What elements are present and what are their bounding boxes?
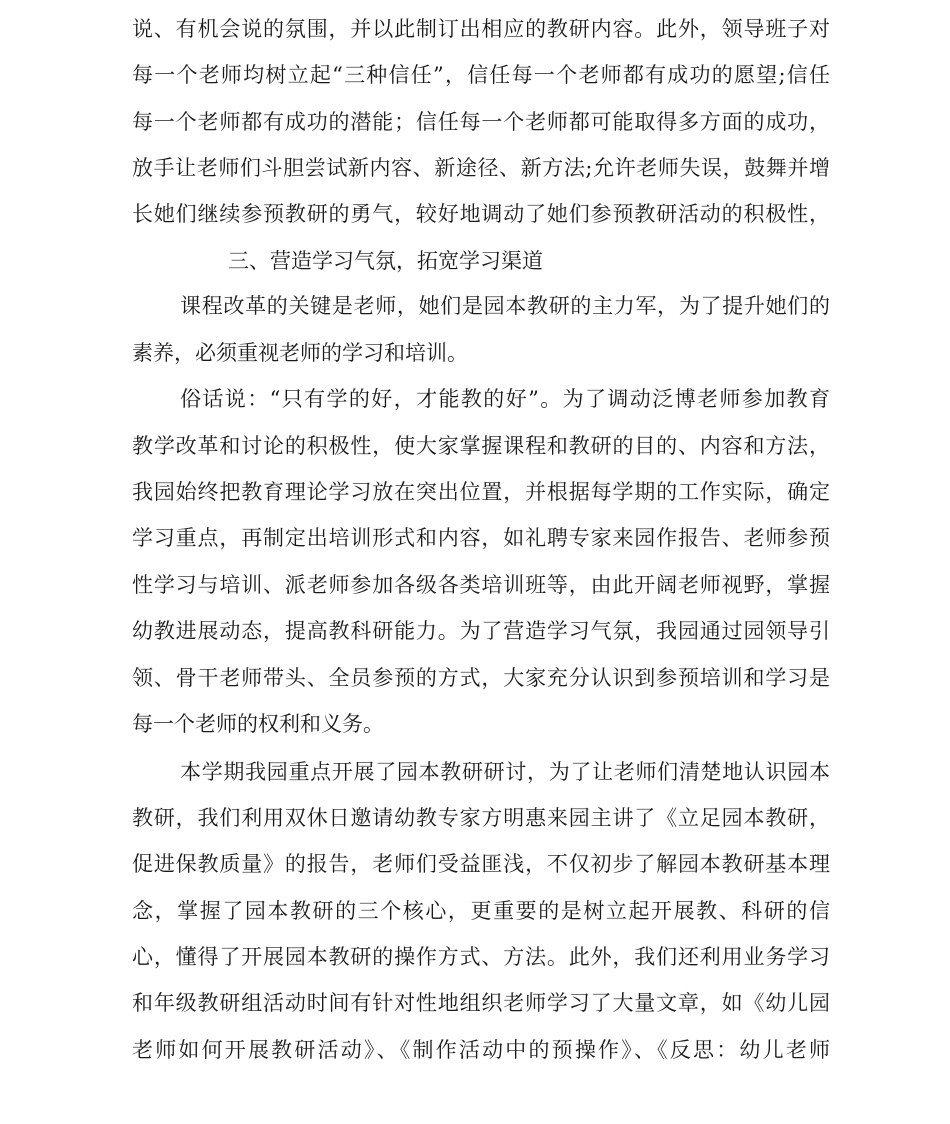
text-line: 长她们继续参预教研的勇气，较好地调动了她们参预教研活动的积极性， xyxy=(132,202,830,226)
text-line: 念，掌握了园本教研的三个核心，更重要的是树立起开展教、科研的信 xyxy=(132,899,830,923)
text-line: 教学改革和讨论的积极性，使大家掌握课程和教研的目的、内容和方法， xyxy=(132,434,830,458)
text-line: 每一个老师都有成功的潜能；信任每一个老师都可能取得多方面的成功， xyxy=(132,110,830,134)
text-line: 学习重点，再制定出培训形式和内容，如礼聘专家来园作报告、老师参预 xyxy=(132,526,830,550)
text-line: 性学习与培训、派老师参加各级各类培训班等，由此开阔老师视野，掌握 xyxy=(132,573,830,597)
text-line: 素养，必须重视老师的学习和培训。 xyxy=(132,341,468,365)
text-line: 促进保教质量》的报告，老师们受益匪浅，不仅初步了解园本教研基本理 xyxy=(132,852,830,876)
paragraph-first-line: 本学期我园重点开展了园本教研研讨，为了让老师们清楚地认识园本 xyxy=(180,760,830,784)
paragraph-first-line: 课程改革的关键是老师，她们是园本教研的主力军，为了提升她们的 xyxy=(180,294,830,318)
text-line: 老师如何开展教研活动》、《制作活动中的预操作》、《反思：幼儿老师 xyxy=(132,1038,830,1062)
text-line: 心，懂得了开展园本教研的操作方式、方法。此外，我们还利用业务学习 xyxy=(132,945,830,969)
section-heading: 三、营造学习气氛，拓宽学习渠道 xyxy=(228,249,543,273)
text-line: 教研，我们利用双休日邀请幼教专家方明惠来园主讲了《立足园本教研， xyxy=(132,806,830,830)
text-line: 说、有机会说的氛围，并以此制订出相应的教研内容。此外，领导班子对 xyxy=(132,17,830,41)
text-line: 和年级教研组活动时间有针对性地组织老师学习了大量文章，如《幼儿园 xyxy=(132,991,830,1015)
paragraph-first-line: 俗话说：“只有学的好，才能教的好”。为了调动泛博老师参加教育 xyxy=(180,387,830,411)
text-line: 放手让老师们斗胆尝试新内容、新途径、新方法;允许老师失误，鼓舞并增 xyxy=(132,156,830,180)
text-line: 我园始终把教育理论学习放在突出位置，并根据每学期的工作实际，确定 xyxy=(132,480,830,504)
text-line: 领、骨干老师带头、全员参预的方式，大家充分认识到参预培训和学习是 xyxy=(132,666,830,690)
text-line: 幼教进展动态，提高教科研能力。为了营造学习气氛，我园通过园领导引 xyxy=(132,619,830,643)
text-line: 每一个老师均树立起“三种信任”，信任每一个老师都有成功的愿望;信任 xyxy=(132,63,830,87)
text-line: 每一个老师的权利和义务。 xyxy=(132,712,384,736)
